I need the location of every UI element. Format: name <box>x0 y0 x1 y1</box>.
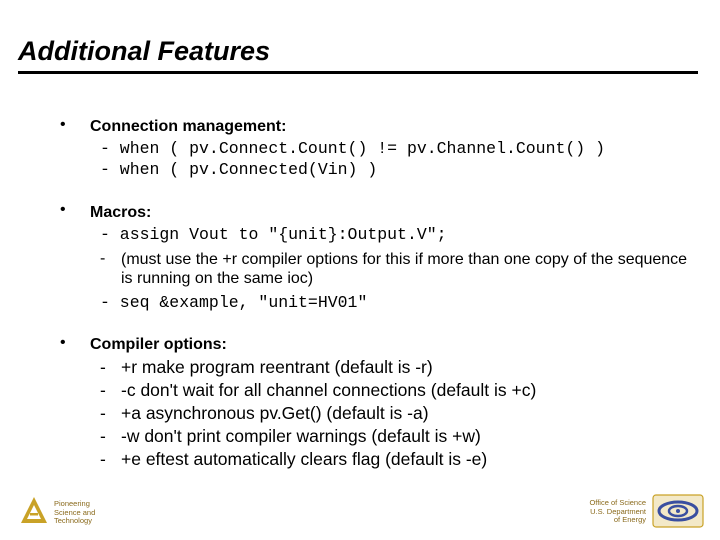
bullet-icon: • <box>60 116 66 133</box>
connection-item-2: - when ( pv.Connected(Vin) ) <box>100 160 378 179</box>
dash-marker: - <box>100 250 106 267</box>
compiler-option-r: +r make program reentrant (default is -r) <box>121 357 433 377</box>
title-divider <box>18 71 698 74</box>
macros-item-1: - assign Vout to "{unit}:Output.V"; <box>100 225 447 244</box>
dash-marker: - <box>100 357 106 377</box>
compiler-option-e: +e eftest automatically clears flag (default is -e) <box>121 449 488 469</box>
section-heading-macros: Macros: <box>90 204 152 221</box>
dash-marker: - <box>100 449 106 469</box>
macros-item-2: (must use the +r compiler options for this if more than one copy of the sequence is running on the same ioc) <box>121 251 688 287</box>
dash-marker: - <box>100 380 106 400</box>
dash-marker: - <box>100 403 106 423</box>
dash-marker: - <box>100 426 106 446</box>
bullet-icon: • <box>60 201 66 218</box>
argonne-logo-icon <box>20 496 48 529</box>
doe-logo-icon <box>652 494 704 533</box>
slide-title: Additional Features <box>18 36 271 66</box>
section-heading-connection: Connection management: <box>90 118 287 135</box>
bullet-icon: • <box>60 334 66 351</box>
footer-tagline: Pioneering Science and Technology <box>54 499 96 525</box>
section-heading-compiler: Compiler options: <box>90 336 227 353</box>
compiler-option-w: -w don't print compiler warnings (default is +w) <box>121 426 481 446</box>
compiler-option-a: +a asynchronous pv.Get() (default is -a) <box>121 403 429 423</box>
connection-item-1: - when ( pv.Connect.Count() != pv.Channel.Count() ) <box>100 139 605 158</box>
compiler-option-c: -c don't wait for all channel connections (default is +c) <box>121 380 537 400</box>
macros-item-3: - seq &example, "unit=HV01" <box>100 293 368 312</box>
footer-office: Office of Science U.S. Department of Energy <box>589 498 646 524</box>
